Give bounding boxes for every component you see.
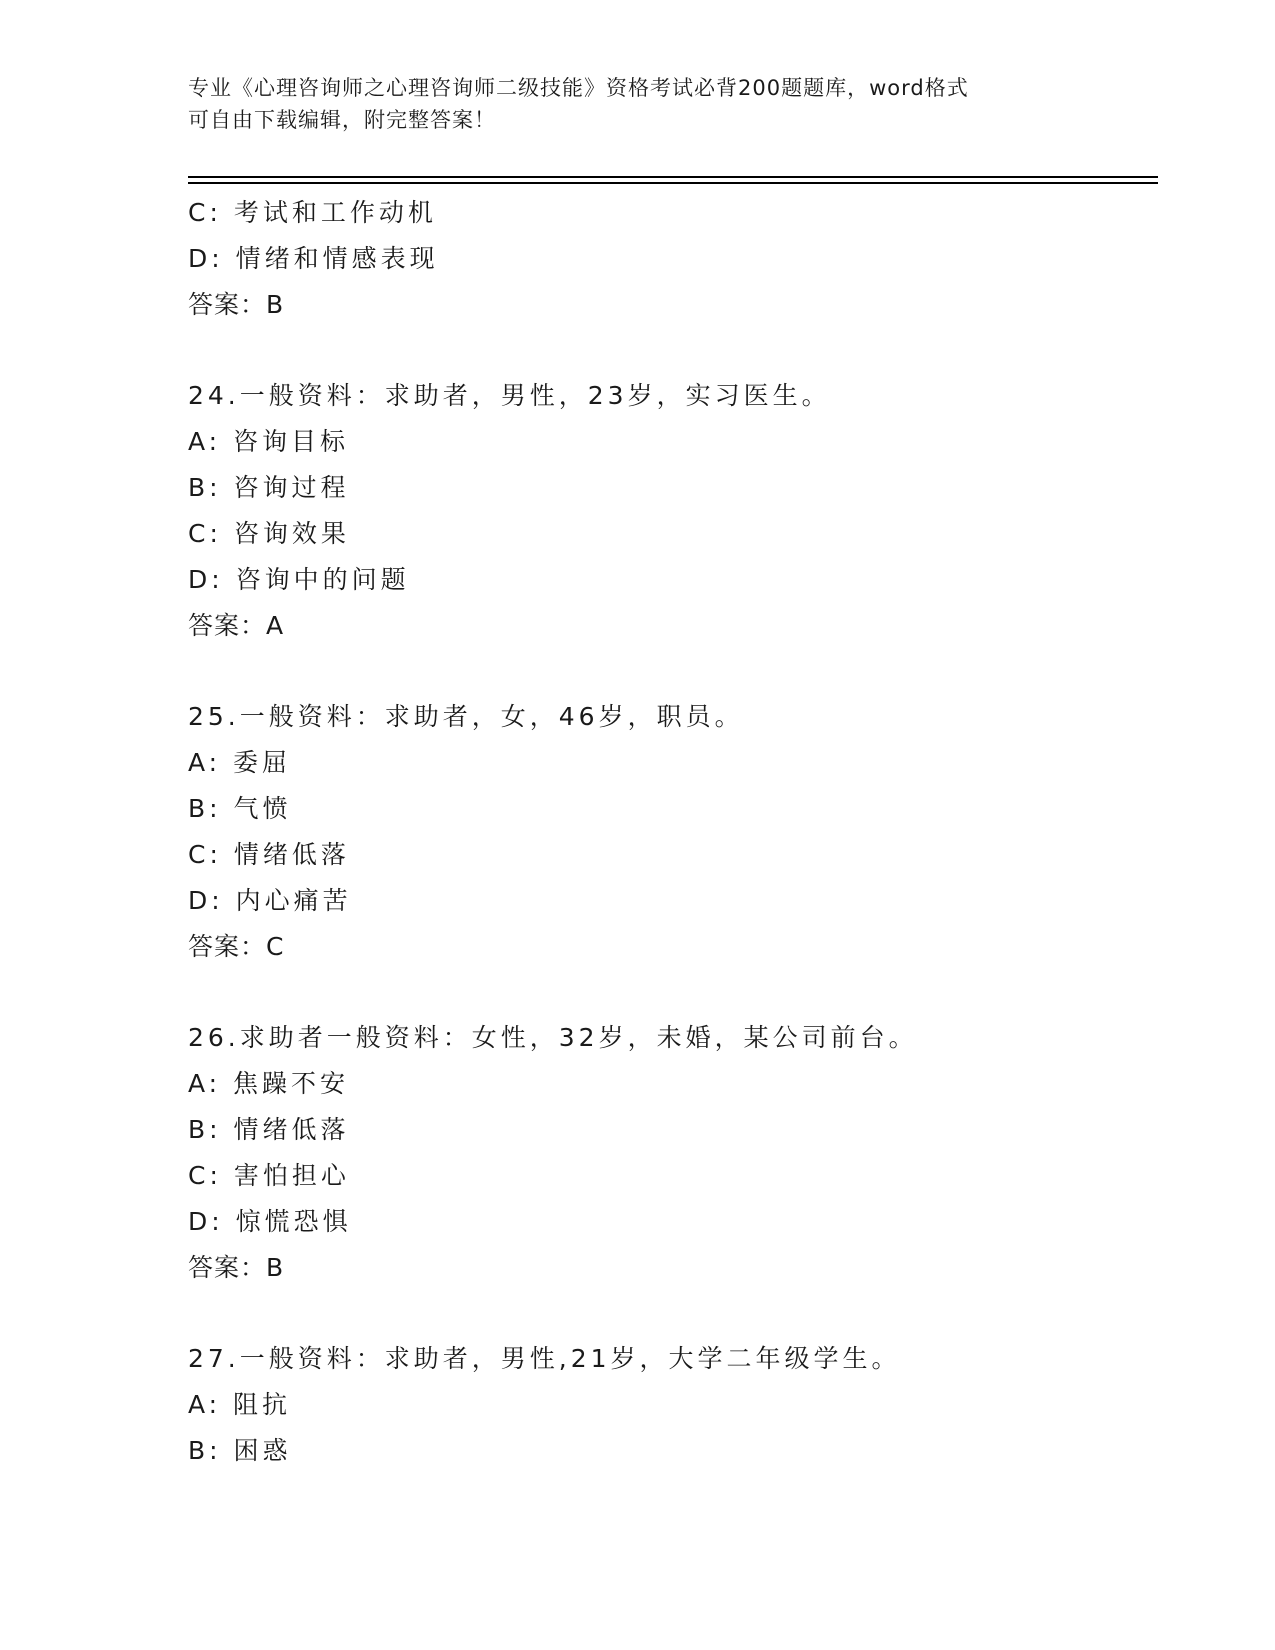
answer: 答案：B [188, 290, 285, 319]
option-a: A: 阻抗 [188, 1390, 292, 1419]
option-a: A: 焦躁不安 [188, 1069, 350, 1098]
answer: 答案：B [188, 1253, 285, 1282]
option-a: A: 委屈 [188, 748, 292, 777]
option-c: C: 害怕担心 [188, 1161, 350, 1190]
header-line-1: 专业《心理咨询师之心理咨询师二级技能》资格考试必背200题题库，word格式 [188, 76, 969, 100]
question-27: 27.一般资料：求助者，男性,21岁，大学二年级学生。 [188, 1344, 901, 1373]
option-b: B: 气愤 [188, 794, 292, 823]
option-c: C: 情绪低落 [188, 840, 350, 869]
answer: 答案：A [188, 611, 285, 640]
option-d: D: 惊慌恐惧 [188, 1207, 352, 1236]
page-header [188, 72, 1088, 136]
option-d: D: 内心痛苦 [188, 886, 352, 915]
question-list [188, 190, 1168, 1474]
answer: 答案：C [188, 932, 285, 961]
option-c: C: 咨询效果 [188, 519, 350, 548]
option-b: B: 困惑 [188, 1436, 292, 1465]
header-divider-bottom [188, 182, 1158, 184]
option-d: D: 情绪和情感表现 [188, 244, 439, 273]
question-26: 26.求助者一般资料：女性，32岁，未婚，某公司前台。 [188, 1023, 918, 1052]
header-divider-top [188, 176, 1158, 178]
option-a: A: 咨询目标 [188, 427, 350, 456]
option-b: B: 咨询过程 [188, 473, 350, 502]
option-d: D: 咨询中的问题 [188, 565, 410, 594]
option-c: C: 考试和工作动机 [188, 198, 437, 227]
option-b: B: 情绪低落 [188, 1115, 350, 1144]
question-24: 24.一般资料：求助者，男性，23岁，实习医生。 [188, 381, 831, 410]
question-25: 25.一般资料：求助者，女，46岁，职员。 [188, 702, 744, 731]
header-line-2: 可自由下载编辑，附完整答案！ [188, 108, 496, 132]
